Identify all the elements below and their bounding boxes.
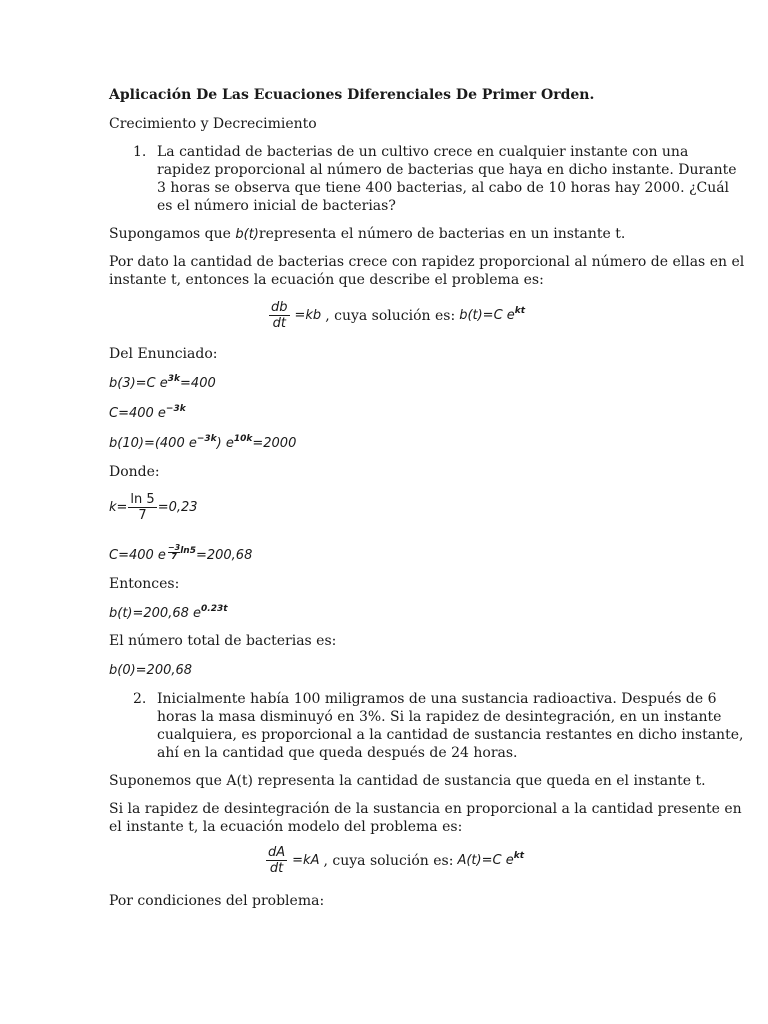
total-bacteria-label: El número total de bacterias es: (109, 633, 337, 649)
problem-2-line: Inicialmente había 100 miligramos de una sustancia radioactiva. Después de 6 (157, 691, 717, 707)
data-paragraph-line: instante t, entonces la ecuación que describe el problema es: (109, 272, 544, 288)
problem-1-line: es el número inicial de bacterias? (157, 198, 396, 214)
fraction-da-dt: $\frac{dA}{dt}$ (268, 845, 286, 876)
del-enunciado: Del Enunciado: (109, 346, 218, 362)
entonces: Entonces: (109, 576, 180, 592)
problem-1-line: 3 horas se observa que tiene 400 bacterias, al cabo de 10 horas hay 2000. ¿Cuál (157, 180, 730, 196)
rate-paragraph-line: el instante t, la ecuación modelo del problema es: (109, 819, 463, 835)
data-paragraph-line: Por dato la cantidad de bacterias crece con rapidez proporcional al número de ellas en el (109, 254, 745, 270)
equation-b-of-t: b(t)=200,68 $e^{0.23t}$ (109, 604, 228, 621)
conditions-label: Por condiciones del problema: (109, 893, 325, 909)
document-title: Aplicación De Las Ecuaciones Diferenciales De Primer Orden. (109, 87, 595, 103)
equation-k: k= $\frac{\ln 5}{7}$ =0,23 (109, 492, 198, 523)
eq2-rhs: =kA (292, 853, 320, 868)
suppose-pre: Supongamos que (109, 226, 236, 242)
equation-b3: b(3)=C $e^{3k}=400$ (109, 374, 216, 391)
equation-db-dt (268, 300, 525, 331)
problem-2-line: cualquiera, es proporcional a la cantidad de sustancia restantes en dicho instante, (157, 727, 744, 743)
equation-c-value: C=400 e $\frac{-3}{7}$ $^{ln5}$=200,68 (109, 543, 253, 563)
exponent-fraction: $\frac{-3}{7}$ (167, 543, 181, 561)
problem-1-line: La cantidad de bacterias de un cultivo crece en cualquier instante con una (157, 144, 689, 160)
fraction-ln5-7: $\frac{\ln 5}{7}$ (130, 492, 155, 523)
suppose-paragraph (109, 225, 625, 244)
problem-2-line: ahí en la cantidad que queda después de 24 horas. (157, 745, 518, 761)
eq1-solution: b(t)=C $e^{kt}$ (459, 306, 526, 323)
problem-1-line: rapidez proporcional al número de bacterias que haya en dicho instante. Durante (157, 162, 737, 178)
eq1-text: , cuya solución es: (325, 307, 456, 324)
eq1-rhs: =kb (294, 308, 322, 323)
rate-paragraph-line: Si la rapidez de desintegración de la sustancia en proporcional a la cantidad presente en (109, 801, 742, 817)
problem-1-number: 1. (133, 144, 147, 160)
eq2-solution: A(t)=C $e^{kt}$ (457, 851, 524, 868)
problem-2-number: 2. (133, 691, 147, 707)
equation-b0: b(0)=200,68 (109, 663, 193, 678)
eq2-text: , cuya solución es: (323, 852, 454, 869)
donde: Donde: (109, 464, 160, 480)
equation-b10: b(10)=(400 $e^{-3k}$) $e^{10k}=2000$ (109, 434, 297, 451)
fraction-db-dt: $\frac{db}{dt}$ (271, 300, 288, 331)
var-b-of-t: b(t) (235, 227, 259, 242)
problem-2-line: horas la masa disminuyó en 3%. Si la rapidez de desintegración, en un instante (157, 709, 722, 725)
suppose-a-paragraph: Suponemos que A(t) representa la cantidad de sustancia que queda en el instante t. (109, 773, 706, 789)
equation-c: C=400 $e^{-3k}$ (109, 404, 186, 421)
equation-da-dt (265, 845, 524, 876)
suppose-post: representa el número de bacterias en un instante t. (258, 226, 626, 242)
section-subtitle: Crecimiento y Decrecimiento (109, 116, 317, 132)
